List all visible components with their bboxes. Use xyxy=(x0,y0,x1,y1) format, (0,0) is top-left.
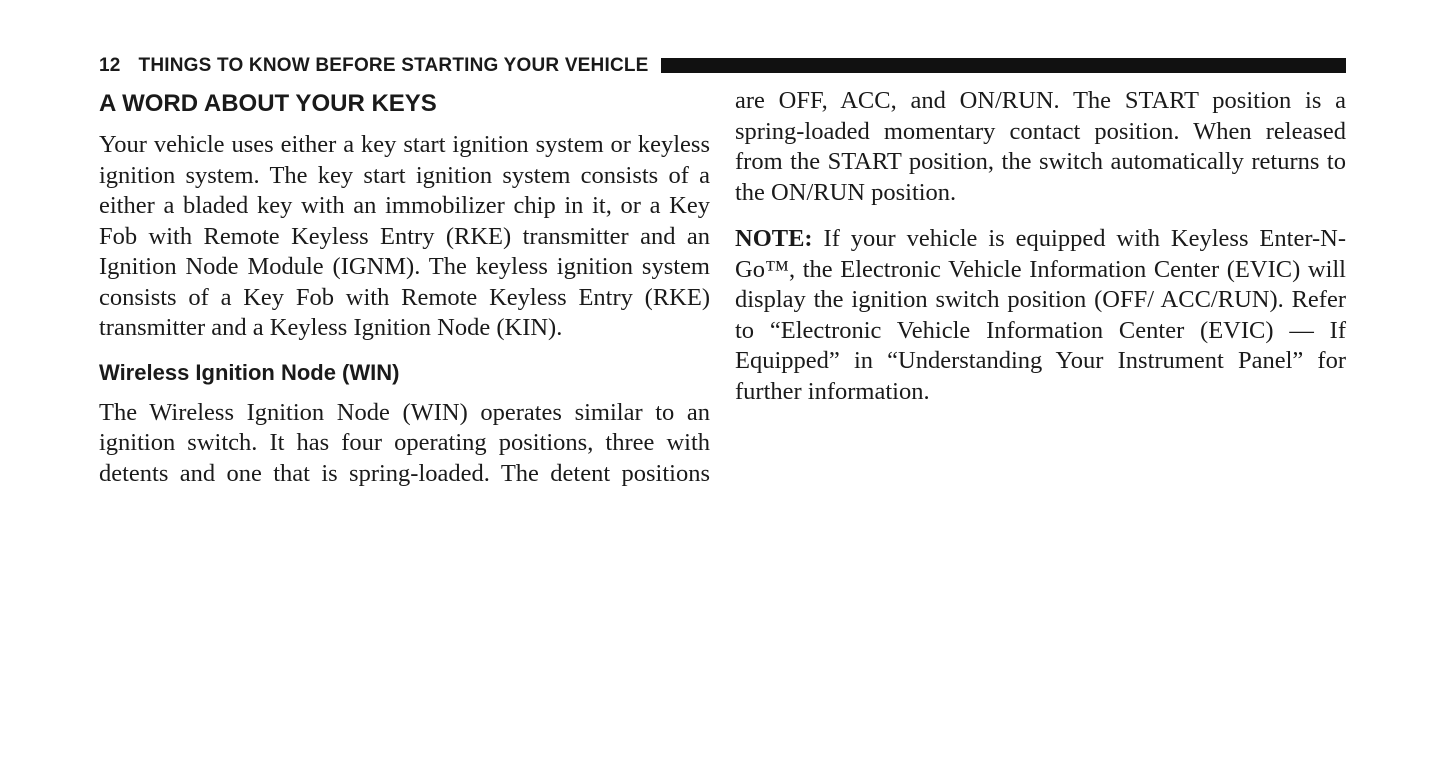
keys-intro-paragraph: Your vehicle uses either a key start ignition system or keyless ignition system. The key start ignition system consists of a either a bladed key with an immobilizer chip in it, or a Key Fob with Remote Keyless Entry (RKE) transmitter and an Ignition Node Module (IGNM). The keyless ignition system consists of a Key Fob with Remote Keyless Entry (RKE) transmitter and a Keyless Ignition Node (KIN). xyxy=(99,131,710,341)
chapter-title: THINGS TO KNOW BEFORE STARTING YOUR VEHICLE xyxy=(138,55,649,76)
section-heading: A WORD ABOUT YOUR KEYS xyxy=(99,90,437,117)
subsection-heading: Wireless Ignition Node (WIN) xyxy=(99,359,400,385)
note-text: If your vehicle is equipped with Keyless Enter-N-Go™, the Electronic Vehicle Information Center (EVIC) will display the ignition switch position (OFF/ ACC/RUN). Refer to “Electronic Vehicle Information Center (EVIC) — If Equipped” in “Understanding Your Instrument Panel” for further information. xyxy=(735,225,1346,405)
header-rule xyxy=(661,58,1346,73)
right-column xyxy=(735,86,1346,407)
win-paragraph: The Wireless Ignition Node (WIN) operates similar to an ignition switch. It has four operating positions, three with detents and one that is spring-loaded. The detent positions xyxy=(99,398,710,487)
left-column xyxy=(99,86,710,489)
page-number: 12 xyxy=(99,55,121,76)
running-header xyxy=(99,54,1346,78)
note-paragraph xyxy=(735,224,1346,407)
win-continuation-paragraph: are OFF, ACC, and ON/RUN. The START position is a spring-loaded momentary contact position. When released from the START position, the switch automatically returns to the ON/RUN position. xyxy=(735,87,1346,206)
note-label: NOTE: xyxy=(735,225,813,252)
